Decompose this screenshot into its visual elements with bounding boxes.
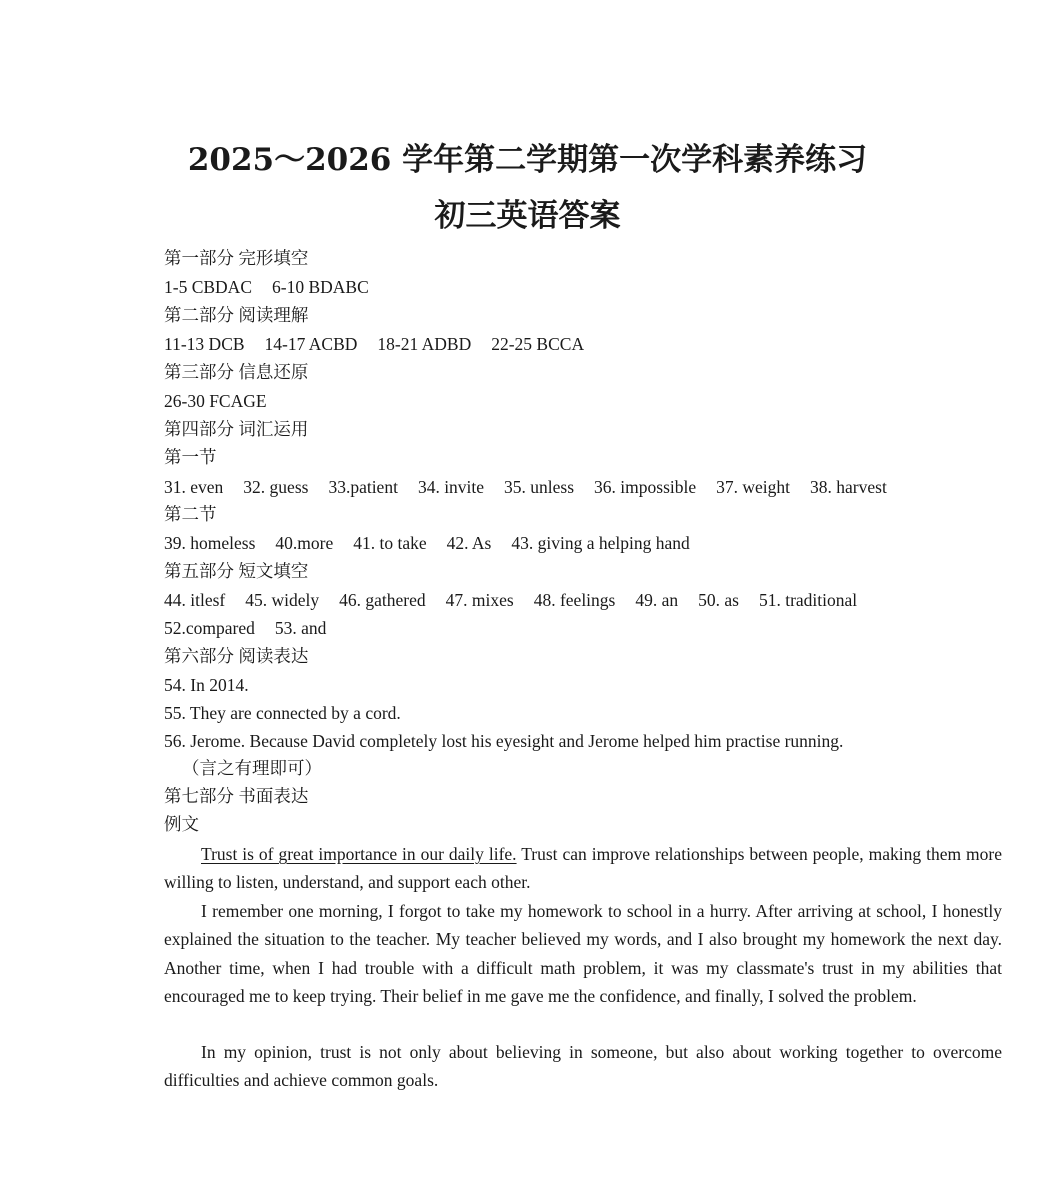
answer-56: 56. Jerome. Because David completely lost his eyesight and Jerome helped him practise running.	[164, 731, 844, 751]
part4-section1-heading: 第一节	[164, 447, 217, 467]
answer-item: 52.compared	[164, 618, 255, 638]
answer-item: 50. as	[698, 590, 739, 610]
answer-item: 46. gathered	[339, 590, 426, 610]
essay-paragraph-1	[164, 840, 1002, 897]
answer-group: 14-17 ACBD	[264, 334, 358, 354]
document-title: 2025～2026 学年第二学期第一次学科素养练习	[187, 142, 868, 178]
part7-heading: 第七部分 书面表达	[164, 786, 309, 806]
grading-note: （言之有理即可）	[182, 758, 322, 778]
essay-paragraph-2: I remember one morning, I forgot to take my homework to school in a hurry. After arriving at school, I honestly explained the situation to the teacher. My teacher believed my words, and I also brought my homework the next day. Another time, when I had trouble with a difficult math problem, it was my classmate's trust in my abilities that encouraged me to keep trying. Their belief in me gave me the confidence, and finally, I solved the problem.	[164, 901, 1002, 1006]
part3-answers	[164, 390, 267, 412]
answer-item: 47. mixes	[445, 590, 514, 610]
answer-item: 45. widely	[245, 590, 320, 610]
answer-item: 48. feelings	[533, 590, 616, 610]
answer-item: 41. to take	[353, 533, 427, 553]
essay-paragraph-1-text: Trust can improve relationships between people, making them more willing to listen, understand, and support each other.	[164, 844, 1002, 893]
part4-heading: 第四部分 词汇运用	[164, 419, 309, 439]
answer-item: 32. guess	[243, 477, 309, 497]
answer-item: 39. homeless	[164, 533, 256, 553]
answer-item: 37. weight	[716, 477, 791, 497]
answer-item: 43. giving a helping hand	[511, 533, 690, 553]
answer-item: 42. As	[446, 533, 492, 553]
part5-answers-row2	[164, 617, 326, 639]
answer-item: 49. an	[635, 590, 679, 610]
answer-54: 54. In 2014.	[164, 675, 249, 695]
part2-answers	[164, 333, 584, 355]
answer-group: 18-21 ADBD	[377, 334, 472, 354]
part1-heading: 第一部分 完形填空	[164, 248, 309, 268]
answer-group: 6-10 BDABC	[272, 277, 369, 297]
part4-section2-heading: 第二节	[164, 504, 217, 524]
answer-item: 38. harvest	[810, 477, 887, 497]
part3-heading: 第三部分 信息还原	[164, 362, 309, 382]
answer-55: 55. They are connected by a cord.	[164, 703, 401, 723]
answer-group: 11-13 DCB	[164, 334, 245, 354]
essay-paragraph-3: In my opinion, trust is not only about believing in someone, but also about working together to overcome difficulties and achieve common goals.	[164, 1042, 1002, 1091]
answer-item: 33.patient	[328, 477, 398, 497]
part6-heading: 第六部分 阅读表达	[164, 646, 309, 666]
part5-heading: 第五部分 短文填空	[164, 561, 309, 581]
part4-section2-answers	[164, 532, 690, 554]
part2-heading: 第二部分 阅读理解	[164, 305, 309, 325]
sample-essay-label: 例文	[164, 814, 199, 834]
document-subtitle: 初三英语答案	[434, 198, 621, 234]
answer-item: 31. even	[164, 477, 224, 497]
answer-item: 40.more	[275, 533, 334, 553]
answer-item: 53. and	[274, 618, 327, 638]
answer-item: 36. impossible	[594, 477, 697, 497]
answer-item: 34. invite	[417, 477, 485, 497]
essay-topic-sentence: Trust is of great importance in our daily life.	[201, 844, 517, 864]
answer-item: 44. itlesf	[164, 590, 226, 610]
answer-group: 26-30 FCAGE	[164, 391, 267, 411]
part1-answers	[164, 276, 369, 298]
answer-group: 1-5 CBDAC	[164, 277, 252, 297]
answer-group: 22-25 BCCA	[491, 334, 585, 354]
part4-section1-answers	[164, 476, 887, 498]
answer-item: 51. traditional	[758, 590, 858, 610]
part5-answers-row1	[164, 589, 857, 611]
answer-item: 35. unless	[504, 477, 575, 497]
